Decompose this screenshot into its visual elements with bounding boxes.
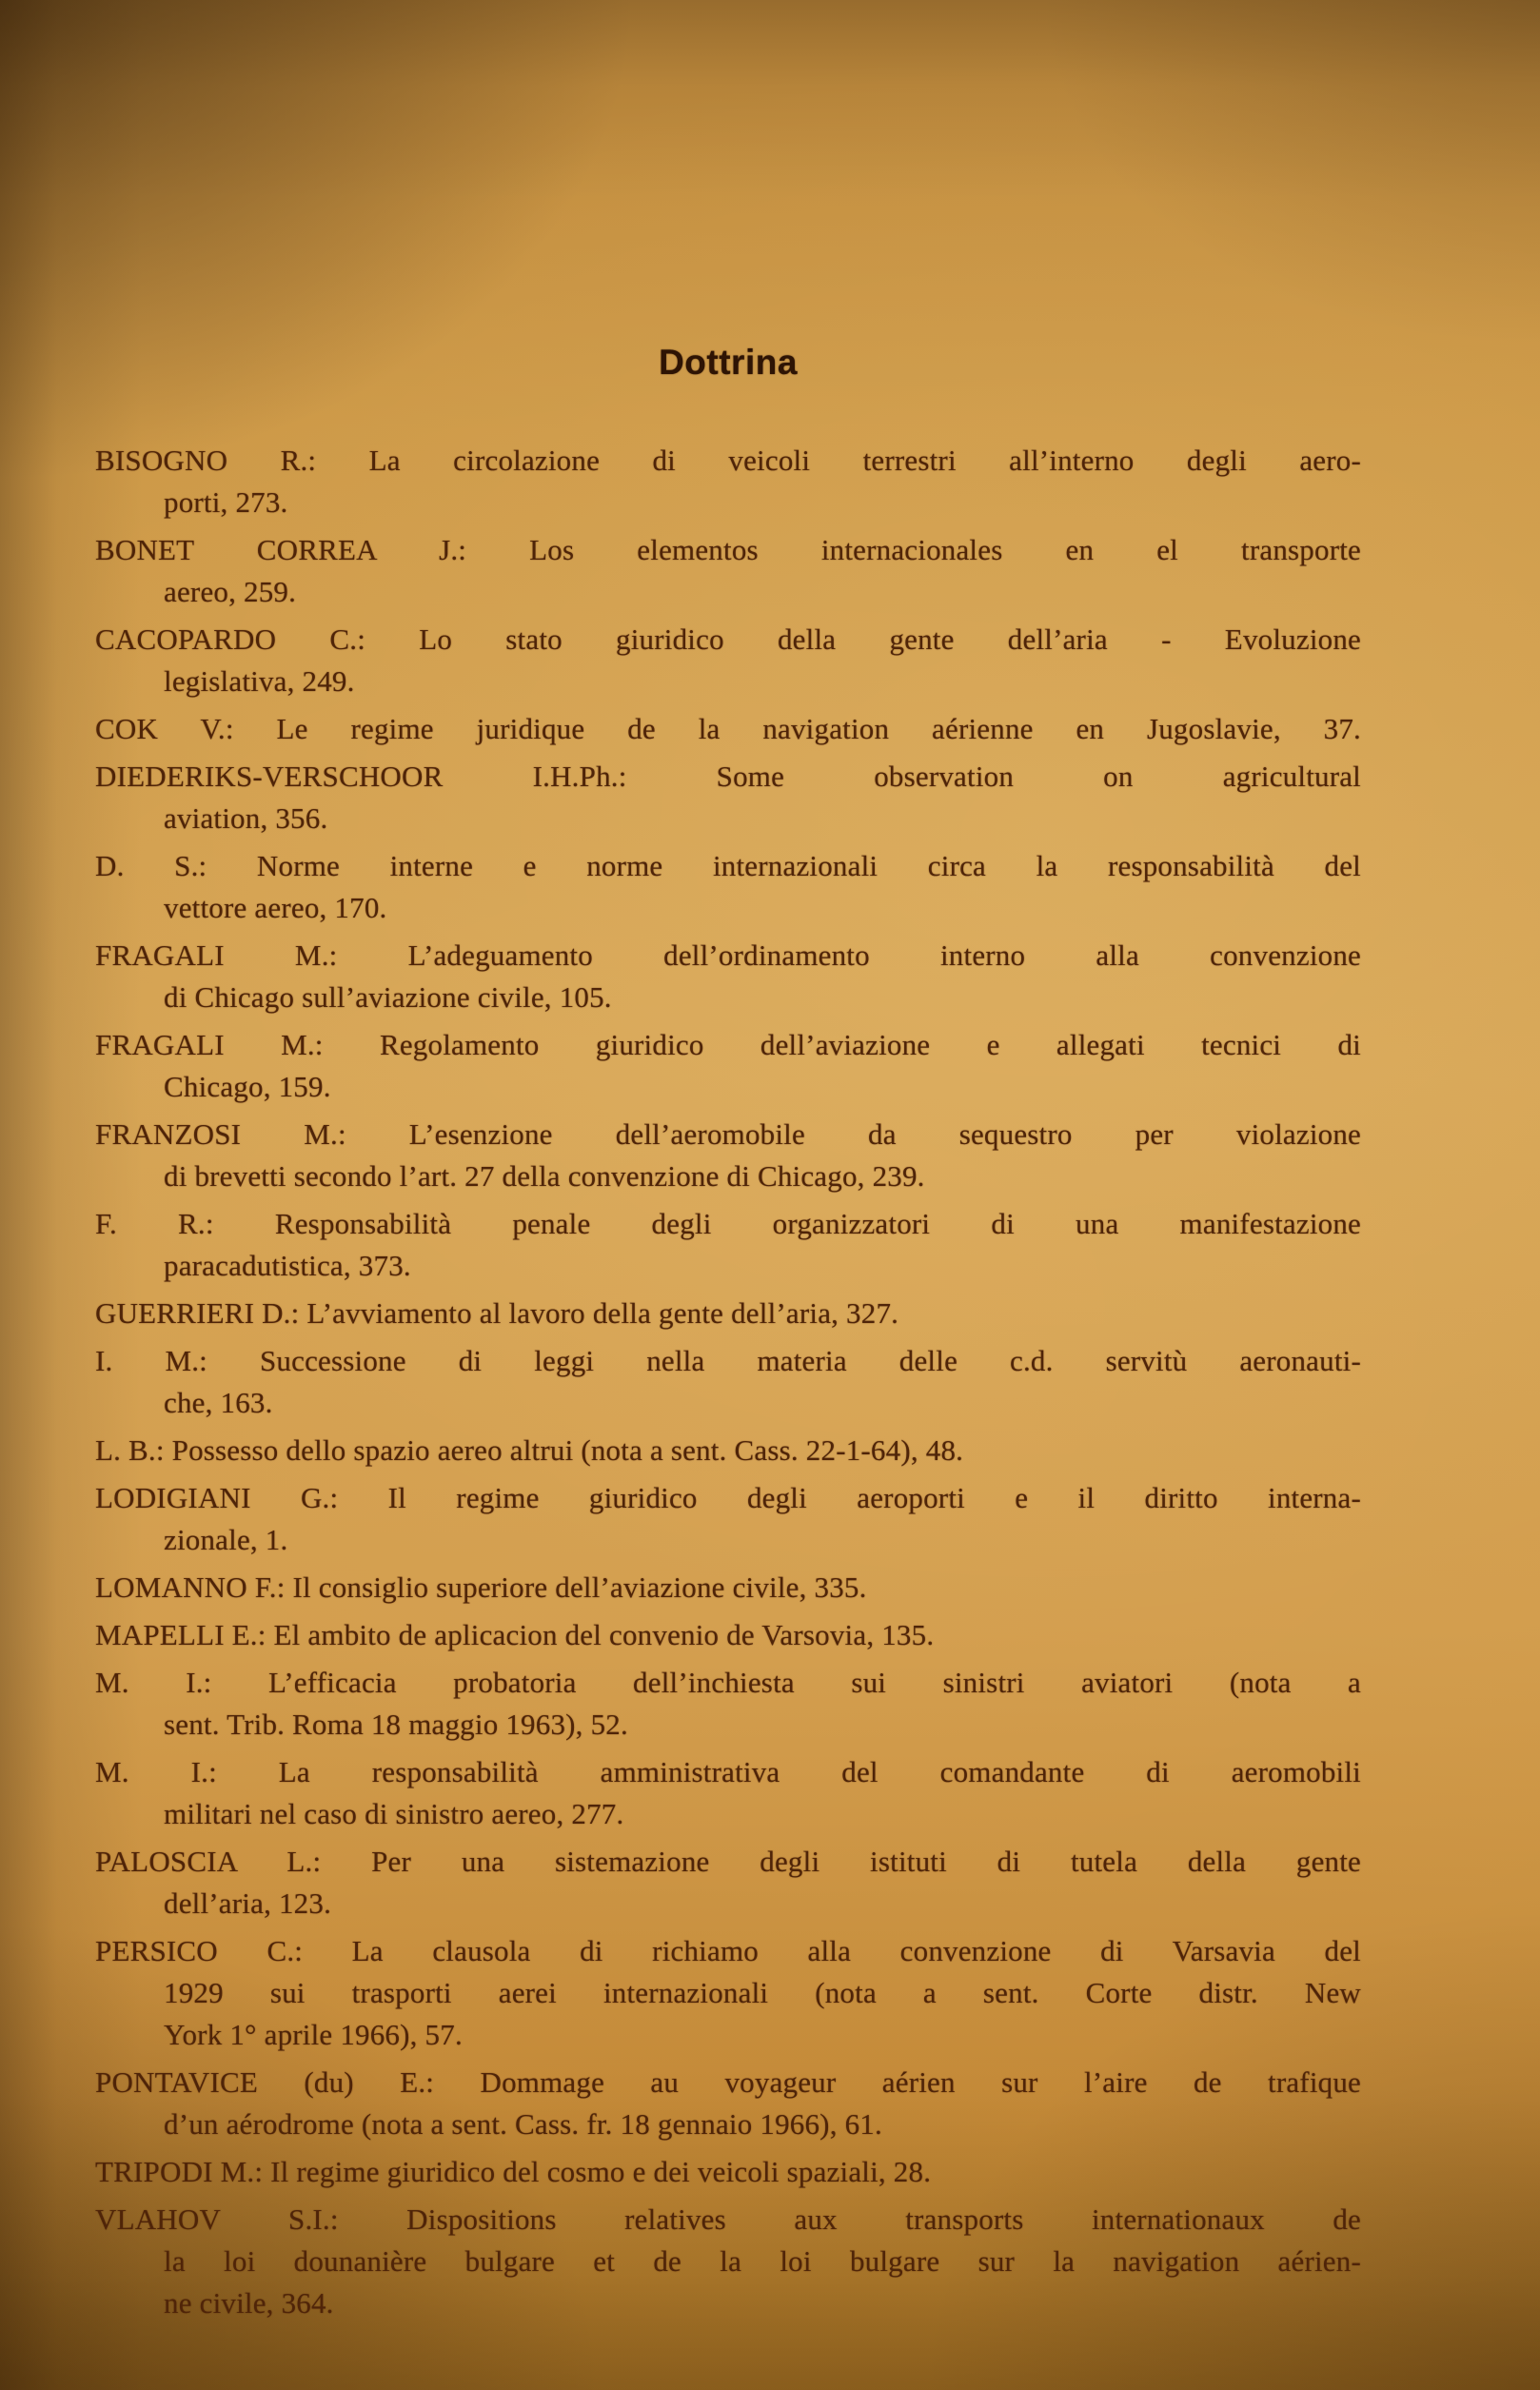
entry [95,1293,1361,1334]
entry [95,935,1361,1018]
entry-line: GUERRIERI D.: L’avviamento al lavoro della gente dell’aria, 327. [95,1296,899,1330]
entry [95,1567,1361,1609]
entry [95,756,1361,839]
entry-line: M. I.: L’efficacia probatoria dell’inchiesta sui sinistri aviatori (nota a [95,1666,1361,1699]
entry [95,1841,1361,1925]
entry [95,845,1361,929]
entry-line: DIEDERIKS-VERSCHOOR I.H.Ph.: Some observation on agricultural [95,760,1361,793]
entry-line: d’un aérodrome (nota a sent. Cass. fr. 18 gennaio 1966), 61. [164,2107,882,2141]
entry-line: D. S.: Norme interne e norme internazionali circa la responsabilità del [95,849,1361,882]
entry [95,2199,1361,2324]
entry-line: militari nel caso di sinistro aereo, 277. [164,1797,624,1830]
entry-line: FRAGALI M.: Regolamento giuridico dell’aviazione e allegati tecnici di [95,1028,1361,1061]
entry-line: FRAGALI M.: L’adeguamento dell’ordinamento interno alla convenzione [95,938,1361,972]
entry-line: paracadutistica, 373. [164,1249,411,1282]
entry [95,1430,1361,1472]
entry-line: aviation, 356. [164,801,328,835]
entry [95,1203,1361,1287]
entry-line: dell’aria, 123. [164,1886,332,1920]
entry [95,1751,1361,1835]
entry-line: COK V.: Le regime juridique de la navigation aérienne en Jugoslavie, 37. [95,712,1361,745]
entry-line: ne civile, 364. [164,2286,334,2320]
entry [95,1614,1361,1656]
entry-line: 1929 sui trasporti aerei internazionali (nota a sent. Corte distr. New [164,1976,1361,2009]
entry [95,1024,1361,1108]
entry-line: Chicago, 159. [164,1070,331,1103]
entry-line: L. B.: Possesso dello spazio aereo altrui (nota a sent. Cass. 22-1-64), 48. [95,1433,964,1467]
entry [95,708,1361,750]
entry-line: VLAHOV S.I.: Dispositions relatives aux transports internationaux de [95,2202,1361,2236]
entry-line: la loi dounanière bulgare et de la loi bulgare sur la navigation aérien- [164,2244,1361,2278]
entry [95,1340,1361,1424]
entry [95,529,1361,613]
entry-line: BONET CORREA J.: Los elementos internacionales en el transporte [95,533,1361,566]
entry [95,1477,1361,1561]
entry [95,1662,1361,1746]
entries-list [95,440,1361,2330]
entry-line: F. R.: Responsabilità penale degli organizzatori di una manifestazione [95,1207,1361,1240]
entry [95,440,1361,523]
entry-line: BISOGNO R.: La circolazione di veicoli terrestri all’interno degli aero- [95,444,1361,477]
entry-line: sent. Trib. Roma 18 maggio 1963), 52. [164,1708,628,1741]
entry-line: PERSICO C.: La clausola di richiamo alla convenzione di Varsavia del [95,1934,1361,1967]
entry-line: LODIGIANI G.: Il regime giuridico degli aeroporti e il diritto interna- [95,1481,1361,1514]
entry-line: PALOSCIA L.: Per una sistemazione degli istituti di tutela della gente [95,1845,1361,1878]
entry-line: MAPELLI E.: El ambito de aplicacion del convenio de Varsovia, 135. [95,1618,935,1651]
entry-line: di Chicago sull’aviazione civile, 105. [164,980,612,1014]
entry-line: I. M.: Successione di leggi nella materia delle c.d. servitù aeronauti- [95,1344,1361,1377]
entry-line: vettore aereo, 170. [164,891,387,924]
entry-line: TRIPODI M.: Il regime giuridico del cosmo e dei veicoli spaziali, 28. [95,2155,932,2188]
entry-line: LOMANNO F.: Il consiglio superiore dell’aviazione civile, 335. [95,1570,867,1604]
entry-line: porti, 273. [164,485,288,519]
entry-line: che, 163. [164,1386,273,1419]
entry [95,2151,1361,2193]
entry-line: FRANZOSI M.: L’esenzione dell’aeromobile da sequestro per violazione [95,1117,1361,1151]
entry-line: legislativa, 249. [164,664,355,698]
entry-line: aereo, 259. [164,575,297,608]
entry [95,619,1361,702]
entry-line: zionale, 1. [164,1523,288,1556]
page-title: Dottrina [659,343,798,382]
entry [95,1114,1361,1197]
entry-line: di brevetti secondo l’art. 27 della convenzione di Chicago, 239. [164,1159,925,1193]
entry [95,1930,1361,2056]
entry-line: M. I.: La responsabilità amministrativa del comandante di aeromobili [95,1755,1361,1788]
entry-line: York 1° aprile 1966), 57. [164,2018,463,2051]
entry-line: CACOPARDO C.: Lo stato giuridico della gente dell’aria - Evoluzione [95,622,1361,656]
entry-line: PONTAVICE (du) E.: Dommage au voyageur aérien sur l’aire de trafique [95,2065,1361,2099]
entry [95,2062,1361,2145]
